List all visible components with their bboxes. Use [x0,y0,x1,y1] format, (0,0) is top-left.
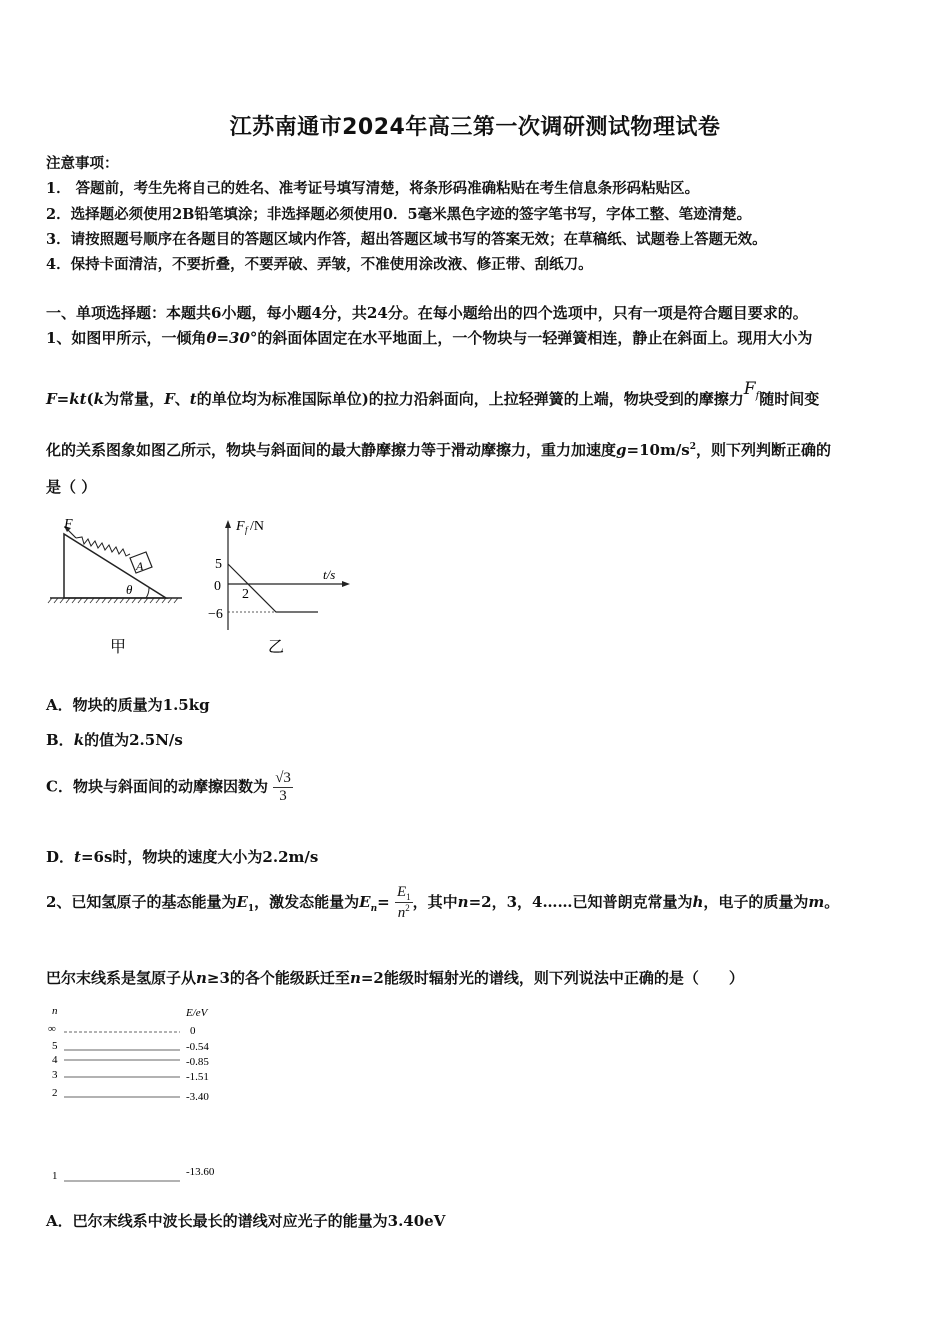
notice-heading: 注意事项： [46,155,119,172]
q1-option-c: C．物块与斜面间的动摩擦因数为 $\frac{√3}{3}$ [46,770,291,804]
q1-option-d: D．t=6s时，物块的速度大小为2.2m/s [46,848,319,866]
x-tick-2: 2 [242,587,249,602]
notice-item-4: 4．保持卡面清洁，不要折叠，不要弄破、弄皱，不准使用涂改液、修正带、刮纸刀。 [46,256,593,273]
q2-line-1: 2、已知氢原子的基态能量为$E_1$，激发态能量为$E_n=$ $\frac{E_1}{n^2}$ ，其中n=2，3，4……已知普朗克常量为h，电子的质量为m。 [46,884,840,921]
figure-caption-jia: 甲 [110,639,127,656]
q1-line-3: 化的关系图象如图乙所示，物块与斜面间的最大静摩擦力等于滑动摩擦力，重力加速度$g=10m/s^2$，则下列判断正确的 [46,441,832,459]
sqrt3-over-3-fraction: $\frac{√3}{3}$ [275,770,291,804]
q1-option-b: B．k的值为2.5N/s [46,731,183,749]
y-tick-5: 5 [215,557,222,572]
page-title: 江苏南通市2024年高三第一次调研测试物理试卷 [229,115,721,140]
force-label: F [64,517,73,532]
incline-figure [46,512,191,662]
notice-item-3: 3．请按照题号顺序在各题目的答题区域内作答，超出答题区域书写的答案无效；在草稿纸、试题卷上答题无效。 [46,231,767,248]
notice-item-1: 1． 答题前，考生先将自己的姓名、准考证号填写清楚，将条形码准确粘贴在考生信息条形码粘贴区。 [46,180,700,197]
energy-level-diagram [44,1000,234,1190]
level-5-n: 5 [52,1040,58,1052]
q1-line-2: F=kt(k为常量，F、t的单位均为标准国际单位)的拉力沿斜面向，上拉轻弹簧的上端，物块受到的摩擦力$F_f$随时间变 [46,379,820,408]
n-header: n [52,1005,58,1017]
x-axis-arrow [342,581,350,587]
friction-graph [198,512,353,662]
angle-label: θ [126,582,133,597]
level-2-e: -3.40 [186,1091,209,1103]
block-label: A [136,559,144,573]
level-3-n: 3 [52,1069,58,1081]
q2-option-a: A．巴尔末线系中波长最长的谱线对应光子的能量为3.40eV [46,1212,446,1230]
level-4-n: 4 [52,1054,58,1066]
y-axis-arrow [225,520,231,528]
notice-item-2: 2．选择题必须使用2B铅笔填涂；非选择题必须使用0．5毫米黑色字迹的签字笔书写，字体工整、笔迹清楚。 [46,206,752,223]
energy-header: E/eV [186,1007,208,1019]
y-tick-0: 0 [214,579,221,594]
y-axis-label: F [236,519,245,534]
q1-option-a: A．物块的质量为1.5kg [46,696,210,714]
figure-caption-yi: 乙 [268,639,285,656]
level-1-e: -13.60 [186,1166,215,1178]
level-5-e: -0.54 [186,1041,209,1053]
energy-fraction: $\frac{E_1}{n^2}$ [396,884,411,921]
section-heading: 一、单项选择题：本题共6小题，每小题4分，共24分。在每小题给出的四个选项中，只有一项是符合题目要求的。 [46,304,808,322]
q1-line-1: 1、如图甲所示，一倾角θ=30°的斜面体固定在水平地面上，一个物块与一轻弹簧相连，静止在斜面上。现用大小为 [46,329,813,347]
level-inf-n: ∞ [48,1023,56,1035]
level-3-e: -1.51 [186,1071,209,1083]
x-axis-label: t/s [323,567,336,582]
level-inf-e: 0 [190,1025,196,1037]
y-tick-minus6: −6 [208,607,223,622]
y-axis-unit: /N [250,519,264,534]
q2-line-2: 巴尔末线系是氢原子从n≥3的各个能级跃迁至n=2能级时辐射光的谱线，则下列说法中正确的是（ ） [46,969,744,987]
y-axis-label-sub: f [245,525,248,535]
q1-line-4: 是（ ） [46,478,97,496]
level-2-n: 2 [52,1087,58,1099]
level-4-e: -0.85 [186,1056,209,1068]
level-1-n: 1 [52,1170,58,1182]
angle-arc [146,588,149,598]
